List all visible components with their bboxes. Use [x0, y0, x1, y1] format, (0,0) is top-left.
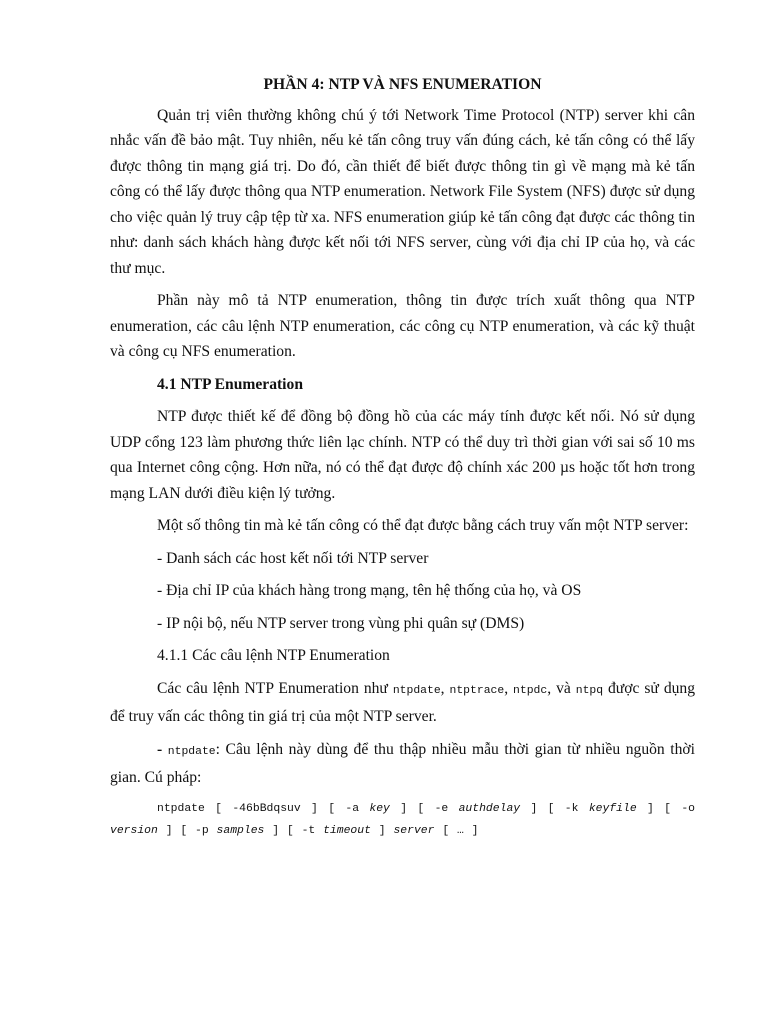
syntax-arg: key: [369, 802, 390, 815]
syntax-part: [ … ]: [434, 824, 479, 837]
syntax-arg: server: [393, 824, 435, 837]
syntax-part: ] [ -o: [636, 802, 696, 815]
commands-text: Các câu lệnh NTP Enumeration như: [157, 679, 393, 697]
syntax-arg: samples: [216, 824, 265, 837]
syntax-part: ] [ -p: [157, 824, 217, 837]
ntp-description-paragraph: NTP được thiết kế để đồng bộ đồng hồ của các máy tính được kết nối. Nó sử dụng UDP cổng 123 làm phương thức liên lạc chính. NTP có thể duy trì thời gian với sai số 10 ms qua Internet công cộng. Hơn nữa, nó có thể đạt được độ chính xác 200 µs hoặc tốt hơn trong mạng LAN dưới điều kiện lý tưởng.: [110, 408, 695, 502]
syntax-arg: keyfile: [588, 802, 637, 815]
info-intro-paragraph: Một số thông tin mà kẻ tấn công có thể đạt được bằng cách truy vấn một NTP server:: [157, 517, 689, 534]
bullet-item: - IP nội bộ, nếu NTP server trong vùng phi quân sự (DMS): [157, 614, 525, 632]
syntax-arg: timeout: [323, 824, 371, 837]
command-ntptrace: ntptrace: [449, 684, 505, 697]
overview-paragraph: Phần này mô tả NTP enumeration, thông tin được trích xuất thông qua NTP enumeration, các câu lệnh NTP enumeration, các công cụ NTP enumeration, và các kỹ thuật và công cụ NFS enumeration.: [110, 292, 695, 360]
syntax-arg: authdelay: [458, 802, 521, 815]
syntax-arg: version: [110, 824, 158, 837]
separator: ,: [440, 679, 450, 697]
item-dash: -: [157, 740, 168, 758]
subsection-heading: 4.1.1 Các câu lệnh NTP Enumeration: [157, 647, 390, 664]
syntax-part: ] [ -t: [264, 824, 324, 837]
separator: , và: [547, 679, 576, 697]
separator: ,: [504, 679, 514, 697]
bullet-item: - Địa chỉ IP của khách hàng trong mạng, tên hệ thống của họ, và OS: [157, 582, 582, 599]
commands-paragraph: [110, 676, 695, 730]
intro-paragraph: Quản trị viên thường không chú ý tới Network Time Protocol (NTP) server khi cân nhắc vấn đề bảo mật. Tuy nhiên, nếu kẻ tấn công truy vấn đúng cách, kẻ tấn công có thể lấy được thông tin mạng giá trị. Do đó, cần thiết để biết được thông tin gì về mạng mà kẻ tấn công có thể lấy được thông qua NTP enumeration. Network File System (NFS) được sử dụng cho việc quản lý truy cập tệp từ xa. NFS enumeration giúp kẻ tấn công đạt được các thông tin như: danh sách khách hàng được kết nối tới NFS server, cùng với địa chỉ IP của họ, và các thư mục.: [110, 106, 695, 277]
bullet-item: - Danh sách các host kết nối tới NTP server: [157, 549, 429, 567]
command-ntpdate: ntpdate: [392, 684, 441, 697]
command-ntpdc: ntpdc: [513, 684, 548, 697]
section-heading: 4.1 NTP Enumeration: [157, 375, 303, 393]
page-title: PHẦN 4: NTP VÀ NFS ENUMERATION: [263, 76, 542, 93]
syntax-part: ]: [370, 824, 394, 837]
command-ntpdate: ntpdate: [167, 745, 216, 758]
commands-text: được sử dụng để truy vấn các thông tin giá trị của một NTP server.: [110, 679, 696, 725]
ntpdate-item: [110, 737, 695, 791]
syntax-part: ] [ -k: [520, 802, 589, 815]
ntpdate-description: : Câu lệnh này dùng để thu thập nhiều mẫu thời gian từ nhiều nguồn thời gian. Cú pháp:: [110, 740, 696, 786]
command-ntpq: ntpq: [575, 684, 604, 697]
syntax-part: ntpdate [ -46bBdqsuv ] [ -a: [157, 802, 370, 815]
ntpdate-syntax: [110, 798, 695, 842]
syntax-part: ] [ -e: [389, 802, 459, 815]
document-page: [110, 72, 695, 842]
